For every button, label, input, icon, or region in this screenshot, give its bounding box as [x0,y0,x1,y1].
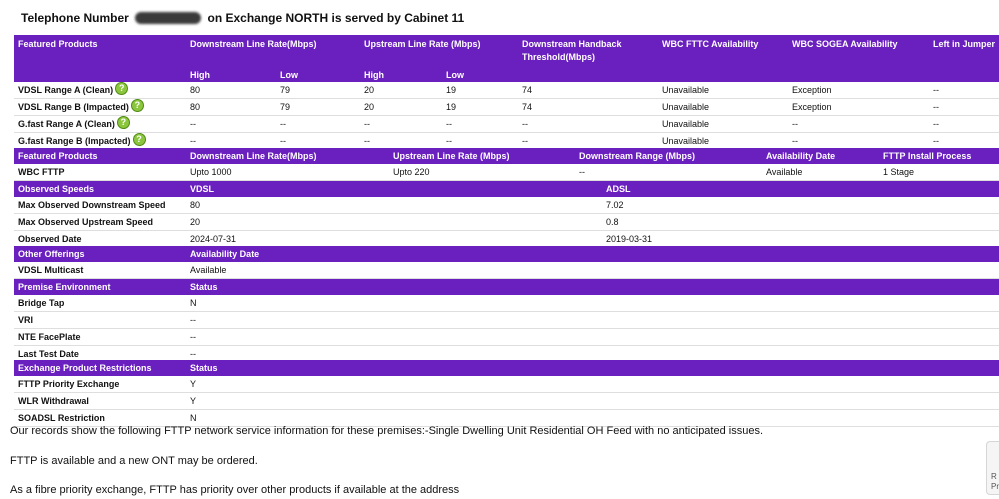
cell-fttc-availability: Unavailable [658,133,788,150]
row-label: Last Test Date [14,346,186,363]
fttp-table [14,148,999,181]
cell-value: Y [186,393,999,410]
col-observed-speeds: Observed Speeds [14,181,186,197]
cell-fttc-availability: Unavailable [658,116,788,133]
cell-down-high: -- [186,133,276,150]
col-downstream-rate: Downstream Line Rate(Mbps) [186,148,389,164]
cell-sogea-availability: Exception [788,82,929,99]
cell-up-high: 20 [360,82,442,99]
cell-downstream-rate: Upto 1000 [186,164,389,181]
col-handback-threshold: Downstream Handback Threshold(Mbps) [518,35,658,68]
cell-up-low: 19 [442,99,518,116]
col-vdsl: VDSL [186,181,602,197]
col-availability-date: Availability Date [186,246,999,262]
col-adsl: ADSL [602,181,999,197]
row-label: FTTP Priority Exchange [14,376,186,393]
product-name: VDSL Range A (Clean) [18,85,114,95]
cell-adsl: 0.8 [602,214,999,231]
side-widget[interactable] [986,441,999,495]
cell-value: -- [186,312,999,329]
offerings-header-row [14,246,999,262]
cell-down-high: 80 [186,82,276,99]
col-status: Status [186,279,999,295]
cell-down-low: -- [276,133,360,150]
fttc-table [14,35,999,150]
row-label: NTE FacePlate [14,329,186,346]
redacted-phone-number [135,12,201,24]
table-row [14,262,999,279]
col-featured-products: Featured Products [14,148,186,164]
cell-threshold: -- [518,133,658,150]
cell-up-high: -- [360,133,442,150]
cell-availability: Available [762,164,879,181]
col-left-in-jumper: Left in Jumper [929,35,999,68]
cell-jumper: -- [929,99,999,116]
table-row [14,393,999,410]
green-info-icon[interactable] [133,133,146,146]
table-row [14,231,999,248]
page-title [21,11,464,25]
sub-up-high: High [360,68,442,82]
other-offerings-table [14,246,999,279]
table-row [14,116,999,133]
col-status: Status [186,360,999,376]
cell-vdsl: 2024-07-31 [186,231,602,248]
fttp-available-text: FTTP is available and a new ONT may be ordered. [10,455,258,467]
fttp-info-text: Our records show the following FTTP network service information for these premises:-Single Dwelling Unit Residential OH Feed with no anticipated issues. [10,425,764,437]
cell-jumper: -- [929,133,999,150]
cell-down-low: 79 [276,99,360,116]
cell-downstream-range: -- [575,164,762,181]
fttc-subheader-row [14,68,999,82]
cell-vdsl: 20 [186,214,602,231]
cell-value: Y [186,376,999,393]
col-other-offerings: Other Offerings [14,246,186,262]
cell-down-high: -- [186,116,276,133]
restrictions-header-row [14,360,999,376]
widget-label-a: R [991,472,997,481]
col-install-process: FTTP Install Process [879,148,999,164]
cell-up-high: 20 [360,99,442,116]
cell-down-high: 80 [186,99,276,116]
col-featured-products: Featured Products [14,35,186,68]
table-row [14,376,999,393]
table-row [14,197,999,214]
cell-sogea-availability: -- [788,133,929,150]
cell-fttc-availability: Unavailable [658,82,788,99]
exchange-restrictions-table [14,360,999,427]
table-row [14,82,999,99]
row-label: Observed Date [14,231,186,248]
col-sogea-availability: WBC SOGEA Availability [788,35,929,68]
cell-down-low: -- [276,116,360,133]
product-name: VDSL Range B (Impacted) [18,102,129,112]
table-row [14,295,999,312]
cell-value: Available [186,262,999,279]
table-row [14,214,999,231]
table-row [14,164,999,181]
row-label: Max Observed Downstream Speed [14,197,186,214]
cell-up-high: -- [360,116,442,133]
green-info-icon[interactable] [115,82,128,95]
col-downstream-rate: Downstream Line Rate(Mbps) [186,35,360,68]
title-prefix: Telephone Number [21,11,129,25]
table-row [14,99,999,116]
green-info-icon[interactable] [117,116,130,129]
table-row [14,329,999,346]
fibre-priority-text: As a fibre priority exchange, FTTP has priority over other products if available at the address [10,484,460,496]
cell-vdsl: 80 [186,197,602,214]
table-row [14,410,999,427]
widget-label-b: Pr [991,482,999,491]
cell-adsl: 2019-03-31 [602,231,999,248]
sub-down-low: Low [276,68,360,82]
product-name: G.fast Range B (Impacted) [18,136,131,146]
fttp-header-row [14,148,999,164]
title-suffix: on Exchange NORTH is served by Cabinet 11 [207,11,465,25]
cell-down-low: 79 [276,82,360,99]
cell-up-low: -- [442,133,518,150]
fttc-header-row [14,35,999,68]
cell-up-low: -- [442,116,518,133]
col-fttc-availability: WBC FTTC Availability [658,35,788,68]
sub-up-low: Low [442,68,518,82]
premise-header-row [14,279,999,295]
table-row [14,312,999,329]
cell-jumper: -- [929,116,999,133]
cell-install-process: 1 Stage [879,164,999,181]
cell-value: N [186,295,999,312]
cell-sogea-availability: -- [788,116,929,133]
product-name: G.fast Range A (Clean) [18,119,115,129]
col-upstream-rate: Upstream Line Rate (Mbps) [389,148,575,164]
green-info-icon[interactable] [131,99,144,112]
row-label: SOADSL Restriction [14,410,186,427]
row-label: VDSL Multicast [14,262,186,279]
col-availability-date: Availability Date [762,148,879,164]
cell-threshold: -- [518,116,658,133]
row-label: VRI [14,312,186,329]
cell-threshold: 74 [518,99,658,116]
cell-value: -- [186,346,999,363]
col-upstream-rate: Upstream Line Rate (Mbps) [360,35,518,68]
observed-speeds-table [14,181,999,248]
table-row [14,133,999,150]
cell-adsl: 7.02 [602,197,999,214]
col-downstream-range: Downstream Range (Mbps) [575,148,762,164]
row-label: Bridge Tap [14,295,186,312]
col-premise-environment: Premise Environment [14,279,186,295]
cell-value: -- [186,329,999,346]
row-label: WLR Withdrawal [14,393,186,410]
sub-down-high: High [186,68,276,82]
cell-threshold: 74 [518,82,658,99]
cell-up-low: 19 [442,82,518,99]
cell-sogea-availability: Exception [788,99,929,116]
product-name: WBC FTTP [14,164,186,181]
cell-value: N [186,410,999,427]
cell-jumper: -- [929,82,999,99]
col-exchange-restrictions: Exchange Product Restrictions [14,360,186,376]
row-label: Max Observed Upstream Speed [14,214,186,231]
cell-upstream-rate: Upto 220 [389,164,575,181]
premise-environment-table [14,279,999,363]
cell-fttc-availability: Unavailable [658,99,788,116]
speeds-header-row [14,181,999,197]
